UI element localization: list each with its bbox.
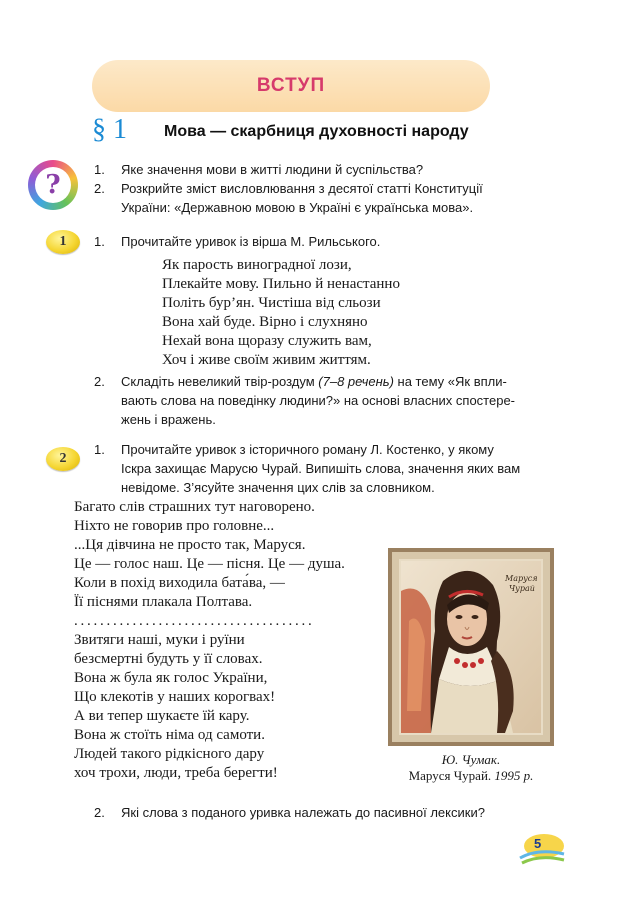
task-item-line: Іскра захищає Марусю Чурай. Випишіть слова, значення яких вам	[121, 461, 521, 476]
poem-line: Плекайте мову. Пильно й ненастанно	[162, 276, 400, 292]
task-item-line: вають слова на поведінку людини?» на основі власних спостере-	[121, 393, 515, 408]
question-mark: ?	[35, 167, 71, 203]
question-item-1	[94, 160, 554, 179]
task-item-line: невідоме. З’ясуйте значення цих слів за словником.	[121, 480, 435, 495]
painting-title-line	[388, 768, 554, 784]
task-item-line: жень і вражень.	[121, 412, 216, 427]
painting-inscription: Чурай	[509, 584, 535, 593]
excerpt-line: Вона ж була як голос України,	[74, 670, 268, 686]
excerpt-line: безсмертні будуть у її словах.	[74, 651, 263, 667]
excerpt-line: Людей такого рідкісного дару	[74, 746, 265, 762]
poem-line: Вона хай буде. Вірно і слухняно	[162, 314, 368, 330]
painting-year: 1995 р.	[491, 768, 534, 783]
excerpt-line: Її піснями плакала Полтава.	[74, 594, 253, 610]
poem-line: Хоч і живе своїм живим життям.	[162, 352, 371, 368]
task1-item-2	[94, 372, 554, 429]
task2-item-1	[94, 440, 554, 497]
poem-line: Нехай вона щоразу служить вам,	[162, 333, 372, 349]
page-number-leaf-icon	[518, 832, 566, 866]
task-item-number: 1.	[94, 442, 105, 457]
excerpt-line: хоч трохи, люди, треба берегти!	[74, 765, 278, 781]
task-item-line	[121, 372, 507, 391]
task-badge-1: 1	[46, 230, 80, 254]
painting-title: Маруся Чурай.	[408, 768, 492, 783]
excerpt-line: Звитяги наші, муки і руїни	[74, 632, 245, 648]
painting-frame	[388, 548, 554, 746]
task-item-text: на тему «Як впли-	[393, 374, 507, 389]
task-item-text: Складіть невеликий твір-роздум	[121, 374, 319, 389]
painting-author: Ю. Чумак.	[441, 752, 501, 767]
task-item-line: Прочитайте уривок з історичного роману Л. Костенко, у якому	[121, 442, 494, 457]
painting-image	[401, 561, 541, 733]
question-text-line: Розкрийте зміст висловлювання з десятої статті Конституції	[121, 181, 483, 196]
excerpt-line: Вона ж стоїть німа од самоти.	[74, 727, 265, 743]
poem-line: Політь бур’ян. Чистіша від сльози	[162, 295, 381, 311]
sentence-count: (7–8 речень)	[318, 374, 394, 389]
kostenko-excerpt	[74, 498, 345, 783]
question-icon	[28, 160, 78, 210]
task-item-number: 2.	[94, 374, 105, 389]
question-number: 1.	[94, 162, 105, 177]
painting-inscription: Маруся	[505, 574, 538, 583]
question-text-line: України: «Державною мовою в Україні є українська мова».	[121, 200, 474, 215]
question-text: Яке значення мови в житті людини й суспільства?	[121, 162, 424, 177]
task-item-text: Прочитайте уривок із вірша М. Рильського.	[121, 234, 381, 249]
excerpt-ellipsis: . . . . . . . . . . . . . . . . . . . . . . . . . . . . . . . . . . . . .	[74, 613, 312, 629]
task-item-number: 2.	[94, 805, 105, 820]
painting-caption	[388, 752, 554, 784]
excerpt-line: Багато слів страшних тут наговорено.	[74, 499, 315, 515]
poem-line: Як парость виноградної лози,	[162, 257, 352, 273]
section-banner	[92, 60, 490, 112]
question-number: 2.	[94, 181, 105, 196]
task2-item-2	[94, 803, 554, 822]
task-item-number: 1.	[94, 234, 105, 249]
excerpt-line: Коли в похід виходила бата́ва, —	[74, 575, 285, 591]
paragraph-title: Мова — скарбниця духовності народу	[164, 123, 469, 140]
excerpt-line: Ніхто не говорив про головне...	[74, 518, 275, 534]
paragraph-number: § 1	[92, 114, 127, 145]
task-badge-2: 2	[46, 447, 80, 471]
page-number: 5	[534, 836, 542, 851]
excerpt-line: А ви тепер шукаєте їй кару.	[74, 708, 250, 724]
rylsky-poem	[162, 256, 400, 370]
task1-item-1	[94, 232, 554, 251]
excerpt-line: ...Ця дівчина не просто так, Маруся.	[74, 537, 306, 553]
task-item-text: Які слова з поданого уривка належать до пасивної лексики?	[121, 805, 485, 820]
banner-title: ВСТУП	[256, 75, 326, 96]
question-item-2	[94, 179, 554, 217]
excerpt-line: Що клекотів у наших корогвах!	[74, 689, 276, 705]
excerpt-line: Це — голос наш. Це — пісня. Це — душа.	[74, 556, 345, 572]
